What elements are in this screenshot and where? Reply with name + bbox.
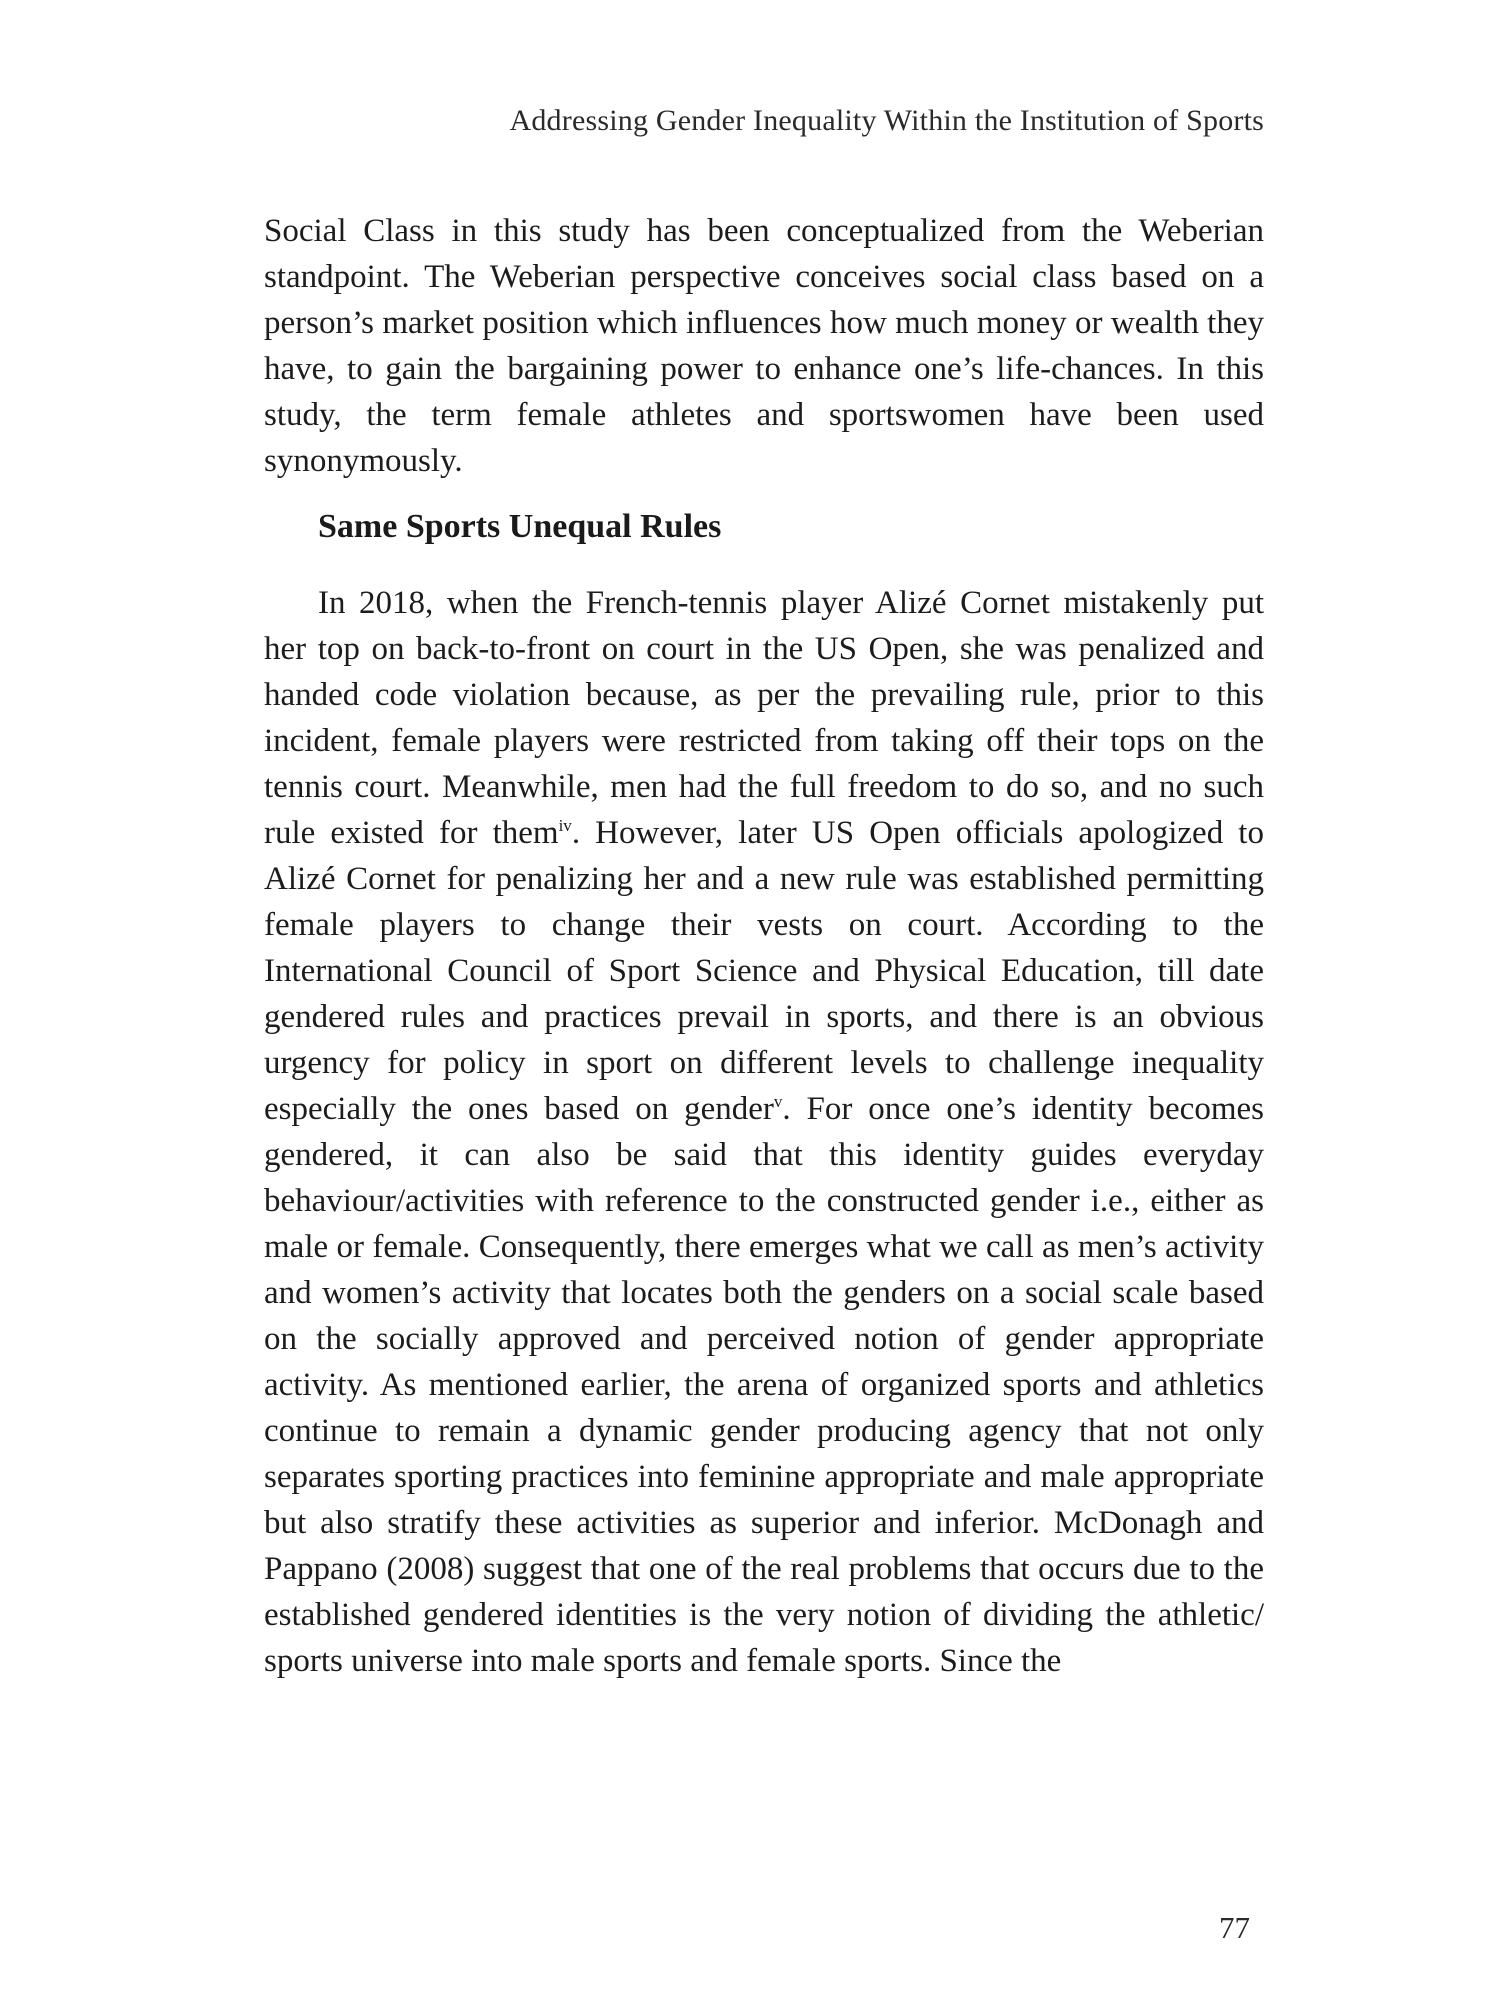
page-number: 77 <box>1219 1910 1250 1945</box>
paragraph-text-part-2: . However, later US Open officials apologized to Alizé Cornet for penalizing her and a new rule was established permitting female players to change their vests on court. According to the International Council of Sport Science and Physical Education, till date gendered rules and practices prevail in sports, and there is an obvious urgency for policy in sport on different levels to challenge inequality especially the ones based on gender <box>264 815 1264 1127</box>
section-heading: Same Sports Unequal Rules <box>318 508 722 545</box>
paragraph-same-sports <box>264 580 1264 1684</box>
paragraph-social-class: Social Class in this study has been conceptualized from the Weberian standpoint. The Weberian perspective conceives social class based on a person’s market position which influences how much money or wealth they have, to gain the bargaining power to enhance one’s life-chances. In this study, the term female athletes and sportswomen have been used synonymously. <box>264 213 1264 479</box>
paragraph-text-part-1: In 2018, when the French-tennis player Alizé Cornet mistakenly put her top on back-to-front on court in the US Open, she was penalized and handed code violation because, as per the prevailing rule, prior to this incident, female players were restricted from taking off their tops on the tennis court. Meanwhile, men had the full freedom to do so, and no such rule existed for them <box>264 585 1264 851</box>
footnote-marker-iv: iv <box>558 816 572 835</box>
footnote-marker-v: v <box>773 1092 783 1111</box>
paragraph-text-part-3: . For once one’s identity becomes gendered, it can also be said that this identity guides everyday behaviour/activities with reference to the constructed gender i.e., either as male or female. Consequently, there emerges what we call as men’s activity and women’s activity that locates both the genders on a social scale based on the socially approved and perceived notion of gender appropriate activity. As mentioned earlier, the arena of organized sports and athletics continue to remain a dynamic gender producing agency that not only separates sporting practices into feminine appropriate and male appropriate but also stratify these activities as superior and inferior. McDonagh and Pappano (2008) suggest that one of the real problems that occurs due to the established gendered identities is the very notion of dividing the athletic/ sports universe into male sports and female sports. Since the <box>264 1091 1264 1679</box>
running-header: Addressing Gender Inequality Within the Institution of Sports <box>509 104 1264 137</box>
